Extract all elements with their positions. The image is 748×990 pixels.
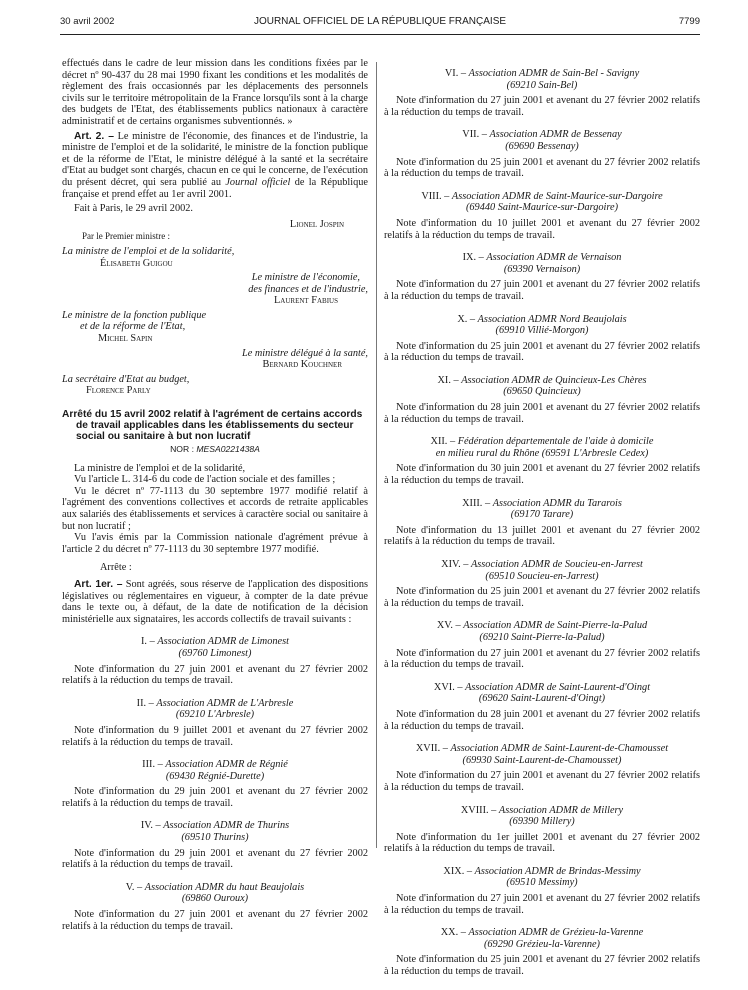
association-place: (69620 Saint-Laurent-d'Oingt): [478, 693, 606, 705]
sig3-role-1: Le ministre de la fonction publique: [62, 309, 207, 321]
vu-1: Vu l'article L. 314-6 du code de l'action sociale et des familles ;: [74, 474, 336, 486]
sig2-name: Laurent Fabius: [274, 295, 338, 307]
association-place: (69390 Vernaison): [503, 263, 581, 275]
association-note: Note d'information du 27 juin 2001 et avenant du 27 février 2002 relatifs à la réduction du temps de travail.: [384, 95, 700, 118]
association-place: (69510 Messimy): [506, 877, 578, 889]
association-heading: [62, 759, 368, 771]
sig4-name: Bernard Kouchner: [262, 359, 342, 371]
association-note: Note d'information du 13 juillet 2001 et avenant du 27 février 2002 relatifs à la réduction du temps de travail.: [384, 524, 700, 548]
association-number: XV. –: [436, 620, 461, 632]
vu-3: Vu l'avis émis par la Commission nationale d'agrément prévue à l'article 2 du décret nº 77-1113 du 30 septembre 1977 modifié.: [62, 532, 368, 555]
sig2-role-2: des finances et de l'industrie,: [248, 283, 368, 295]
association-item: [384, 68, 700, 118]
association-place: (69210 Saint-Pierre-la-Palud): [479, 631, 605, 643]
association-heading: [62, 698, 368, 710]
association-number: VII. –: [462, 129, 487, 141]
association-number: XVII. –: [415, 743, 448, 755]
association-number: VI. –: [444, 68, 467, 79]
association-name: Association ADMR de Régnié: [165, 759, 288, 771]
association-number: V. –: [125, 881, 143, 893]
journal-officiel-ref: Journal officiel: [225, 176, 291, 188]
article-1: [62, 579, 368, 625]
association-number: II. –: [136, 697, 154, 709]
association-place: (69860 Ouroux): [181, 893, 249, 905]
association-name: Association ADMR de Millery: [498, 804, 624, 816]
association-note: Note d'information du 1er juillet 2001 et avenant du 27 février 2002 relatifs à la réduction du temps de travail.: [384, 831, 700, 855]
association-place: (69210 L'Arbresle): [175, 709, 255, 721]
association-name: Association ADMR de L'Arbresle: [156, 697, 294, 709]
arrete-title: Arrêté du 15 avril 2002 relatif à l'agrément de certains accords de travail applicables dans les établissements du secteur social ou sanitaire à but non lucratif: [62, 409, 363, 443]
association-place: (69690 Bessenay): [505, 140, 579, 152]
association-note: Note d'information du 27 juin 2001 et avenant du 27 février 2002 relatifs à la réduction du temps de travail.: [384, 770, 700, 793]
association-note: Note d'information du 28 juin 2001 et avenant du 27 février 2002 relatifs à la réduction du temps de travail.: [384, 402, 700, 425]
association-heading: [384, 620, 700, 632]
sig3-role-2: et de la réforme de l'Etat,: [80, 321, 186, 333]
association-note: Note d'information du 27 juin 2001 et avenant du 27 février 2002 relatifs à la réduction du temps de travail.: [62, 663, 368, 687]
association-place: (69430 Régnié-Durette): [165, 770, 265, 782]
association-number: XII. –: [430, 436, 456, 448]
association-heading: [384, 129, 700, 141]
association-place: (69440 Saint-Maurice-sur-Dargoire): [465, 202, 619, 214]
association-name: Association ADMR de Bessenay: [489, 129, 622, 141]
association-name: Association ADMR de Saint-Maurice-sur-Dargoire: [451, 190, 663, 202]
association-item: [384, 191, 700, 241]
association-name: Association ADMR de Soucieu-en-Jarrest: [471, 559, 643, 570]
association-heading: [384, 805, 700, 817]
association-heading: [384, 498, 700, 510]
association-place: en milieu rural du Rhône (69591 L'Arbresle Cedex): [435, 447, 649, 459]
sig1-role: La ministre de l'emploi et de la solidarité,: [62, 245, 235, 257]
association-name: Association ADMR de Quincieux-Les Chères: [461, 374, 647, 386]
association-place: (69290 Grézieu-la-Varenne): [483, 938, 600, 950]
association-place: (69510 Thurins): [181, 832, 249, 844]
association-heading: [384, 682, 700, 694]
association-note: Note d'information du 25 juin 2001 et avenant du 27 février 2002 relatifs à la réduction du temps de travail.: [384, 586, 700, 609]
association-number: XIX. –: [443, 865, 473, 877]
association-heading: [62, 636, 368, 648]
column-divider: [376, 62, 377, 848]
association-name: Association ADMR de Thurins: [163, 820, 290, 832]
association-heading: [62, 820, 368, 832]
association-item: [384, 314, 700, 364]
sig5-role: La secrétaire d'Etat au budget,: [62, 373, 190, 385]
association-heading: [384, 743, 700, 755]
association-note: Note d'information du 25 juin 2001 et avenant du 27 février 2002 relatifs à la réduction du temps de travail.: [384, 156, 700, 180]
association-number: XX. –: [440, 927, 466, 939]
arrete-label: Arrête :: [100, 562, 132, 574]
association-place: (69930 Saint-Laurent-de-Chamousset): [462, 754, 622, 766]
association-note: Note d'information du 28 juin 2001 et avenant du 27 février 2002 relatifs à la réduction du temps de travail.: [384, 708, 700, 732]
association-item: [62, 882, 368, 932]
association-note: Note d'information du 25 juin 2001 et avenant du 27 février 2002 relatifs à la réduction du temps de travail.: [384, 954, 700, 978]
art2-text: Le ministre de l'économie, des finances et de l'industrie, la ministre de l'emploi et de la solidarité, le ministre de la fonction publique et de la réforme de l'Etat, le ministre délégué à la santé et la secrétaire d'Etat au budget sont chargés, chacun en ce qui le concerne, de l'exécution du présent décret, qui sera publié au: [62, 130, 369, 188]
association-note: Note d'information du 30 juin 2001 et avenant du 27 février 2002 relatifs à la réduction du temps de travail.: [384, 463, 700, 487]
association-name: Association ADMR de Vernaison: [486, 252, 622, 264]
signatory-prime-minister: Lionel Jospin: [289, 218, 344, 230]
left-column: [62, 58, 368, 932]
association-number: IX. –: [462, 252, 484, 264]
association-item: [384, 436, 700, 486]
sig2-role-1: Le ministre de l'économie,: [251, 272, 360, 284]
association-heading: [62, 882, 368, 894]
association-heading: [384, 252, 700, 264]
association-name: Association ADMR de Grézieu-la-Varenne: [468, 927, 644, 939]
art1-text: Sont agréés, sous réserve de l'application des dispositions législatives ou réglementaires en vigueur, à compter de la date prévue dans le texte ou, à défaut, de la date de notification de la décision ministérielle aux signataires, les accords collectifs de travail suivants :: [62, 578, 369, 625]
association-heading: [384, 559, 700, 571]
association-note: Note d'information du 27 juin 2001 et avenant du 27 février 2002 relatifs à la réduction du temps de travail.: [384, 279, 700, 302]
association-place: (69510 Soucieu-en-Jarrest): [485, 570, 599, 582]
association-place: (69210 Sain-Bel): [506, 79, 578, 91]
association-name: Association ADMR de Limonest: [157, 636, 289, 648]
association-heading: [384, 68, 700, 80]
association-number: IV. –: [140, 820, 161, 832]
association-name: Association ADMR Nord Beaujolais: [477, 313, 627, 325]
nor-reference: [62, 444, 368, 456]
association-heading: [384, 314, 700, 326]
journal-title: JOURNAL OFFICIEL DE LA RÉPUBLIQUE FRANÇAISE: [253, 16, 507, 27]
header-date: 30 avril 2002: [60, 16, 115, 27]
association-name: Association ADMR de Sain-Bel - Savigny: [468, 68, 640, 79]
association-place: (69910 Villié-Morgon): [495, 325, 589, 337]
nor-value: MESA0221438A: [196, 444, 260, 455]
association-number: I. –: [141, 636, 155, 648]
header-rule: [60, 34, 700, 35]
association-place: (69760 Limonest): [178, 647, 252, 659]
association-note: Note d'information du 27 juin 2001 et avenant du 27 février 2002 relatifs à la réduction du temps de travail.: [384, 647, 700, 671]
fait-a-paris: Fait à Paris, le 29 avril 2002.: [74, 203, 193, 215]
association-item: [384, 743, 700, 793]
association-item: [384, 375, 700, 425]
sig5-name: Florence Parly: [86, 385, 151, 397]
association-place: (69170 Tarare): [510, 509, 574, 521]
association-item: [384, 498, 700, 548]
intro-paragraph: effectués dans le cadre de leur mission dans les conditions fixées par le décret nº 90-437 du 28 mai 1990 fixant les conditions et les modalités de règlement des frais occasionnés par les déplacements des personnels civils sur le territoire métropolitain de la France lorsqu'ils sont à la charge des budgets de l'Etat, des établissements publics nationaux à caractère administratif et de certains organismes subventionnés. »: [62, 58, 368, 127]
par-le-premier-ministre: Par le Premier ministre :: [82, 231, 170, 242]
art2-label: Art. 2. –: [74, 130, 114, 142]
page-number: 7799: [678, 16, 700, 27]
association-item: [62, 698, 368, 748]
art1-label: Art. 1er. –: [74, 578, 123, 590]
association-heading: [384, 927, 700, 939]
association-place: (69650 Quincieux): [503, 386, 581, 398]
association-note: Note d'information du 29 juin 2001 et avenant du 27 février 2002 relatifs à la réduction du temps de travail.: [62, 847, 368, 871]
association-number: III. –: [142, 759, 163, 771]
association-item: [62, 820, 368, 870]
nor-label: NOR :: [170, 444, 194, 455]
association-number: XI. –: [437, 374, 459, 386]
association-item: [384, 129, 700, 179]
association-item: [384, 927, 700, 977]
association-item: [384, 252, 700, 302]
sig3-name: Michel Sapin: [98, 333, 153, 345]
association-list-right: [384, 68, 700, 978]
association-item: [384, 559, 700, 609]
association-note: Note d'information du 10 juillet 2001 et avenant du 27 février 2002 relatifs à la réduction du temps de travail.: [384, 217, 700, 241]
association-name: Association ADMR de Saint-Pierre-la-Palud: [463, 620, 648, 632]
right-column: [384, 58, 700, 978]
vu-2: Vu le décret nº 77-1113 du 30 septembre 1977 modifié relatif à l'agrément des conventions collectives et accords de retraite applicables aux salariés des établissements et services à caractère social ou sanitaire à but non lucratif ;: [62, 485, 368, 532]
association-number: XVIII. –: [460, 804, 497, 816]
association-item: [384, 866, 700, 916]
association-number: XVI. –: [433, 681, 463, 693]
association-item: [62, 636, 368, 686]
association-number: XIII. –: [462, 497, 491, 509]
association-heading: [384, 375, 700, 387]
page-header: [60, 13, 700, 29]
association-item: [384, 620, 700, 670]
association-number: XIV. –: [441, 559, 469, 570]
association-heading: [384, 866, 700, 878]
association-name: Association ADMR du Tararois: [492, 497, 622, 509]
association-name: Association ADMR de Saint-Laurent-d'Oingt: [465, 681, 651, 693]
sig1-name: Élisabeth Guigou: [100, 257, 173, 269]
association-item: [62, 759, 368, 809]
association-name: Association ADMR de Saint-Laurent-de-Chamousset: [450, 743, 669, 755]
association-number: VIII. –: [421, 190, 450, 202]
association-place: (69390 Millery): [509, 816, 575, 828]
association-note: Note d'information du 29 juin 2001 et avenant du 27 février 2002 relatifs à la réduction du temps de travail.: [62, 786, 368, 809]
vu-0: La ministre de l'emploi et de la solidarité,: [74, 462, 246, 474]
association-note: Note d'information du 9 juillet 2001 et avenant du 27 février 2002 relatifs à la réduction du temps de travail.: [62, 724, 368, 748]
association-item: [384, 805, 700, 855]
association-note: Note d'information du 27 juin 2001 et avenant du 27 février 2002 relatifs à la réduction du temps de travail.: [62, 909, 368, 932]
association-number: X. –: [457, 313, 476, 325]
association-name: Fédération départementale de l'aide à domicile: [457, 436, 654, 448]
association-list-left: [62, 636, 368, 932]
sig4-role: Le ministre délégué à la santé,: [241, 347, 368, 359]
association-name: Association ADMR de Brindas-Messimy: [474, 865, 641, 877]
association-note: Note d'information du 25 juin 2001 et avenant du 27 février 2002 relatifs à la réduction du temps de travail.: [384, 340, 700, 364]
association-heading: [384, 436, 700, 448]
association-item: [384, 682, 700, 732]
article-2: [62, 131, 368, 201]
association-name: Association ADMR du haut Beaujolais: [144, 881, 305, 893]
association-heading: [384, 191, 700, 203]
art2-text-end: de la République française et prend effet au 1er avril 2001.: [62, 176, 368, 200]
association-note: Note d'information du 27 juin 2001 et avenant du 27 février 2002 relatifs à la réduction du temps de travail.: [384, 893, 700, 916]
